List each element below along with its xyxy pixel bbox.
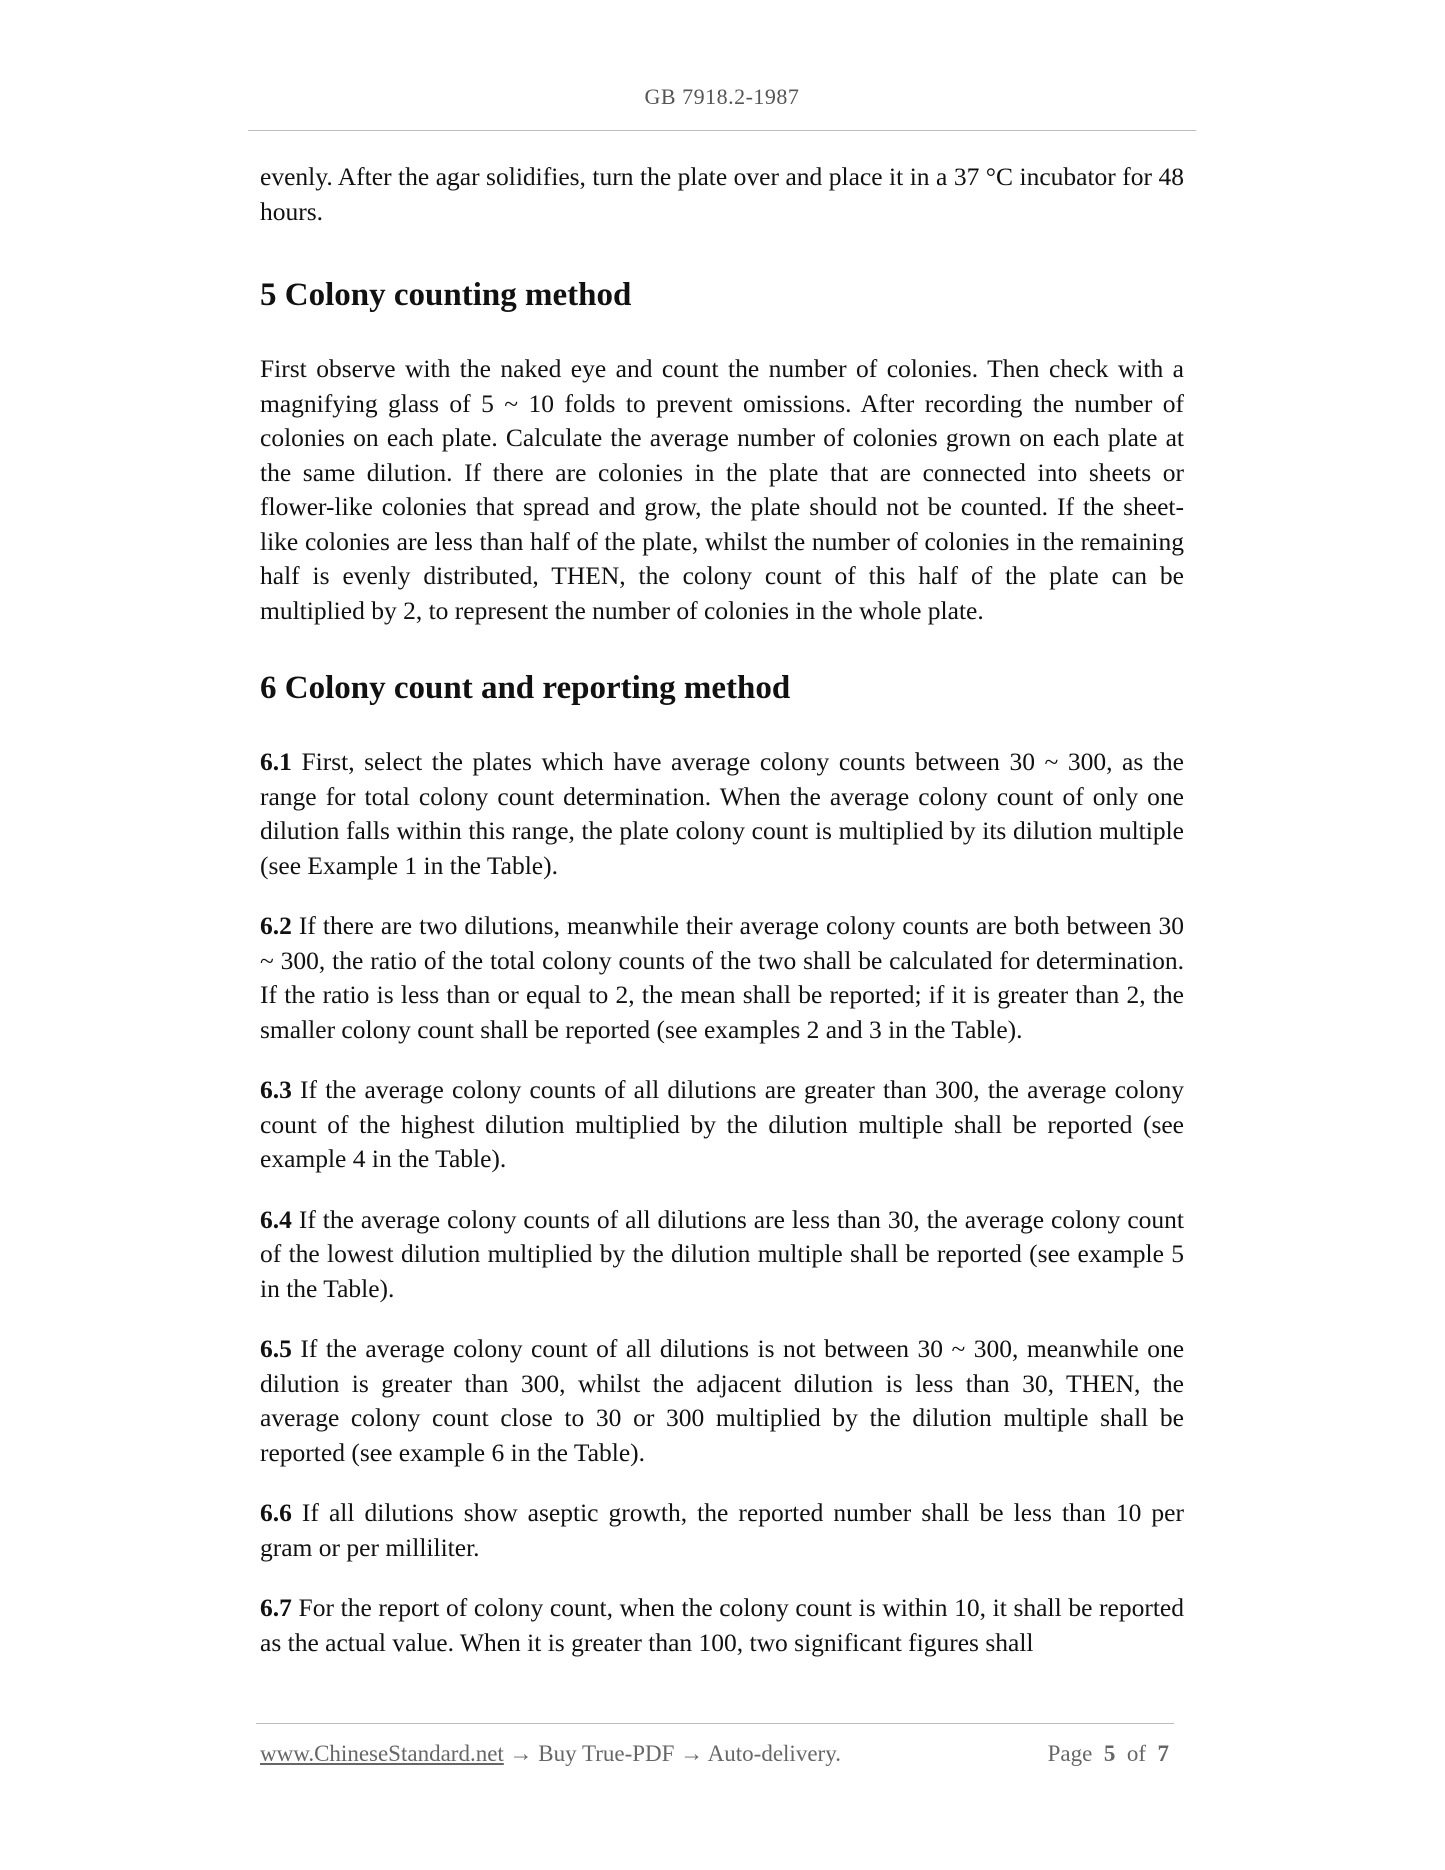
page-label: Page: [1047, 1741, 1093, 1766]
buy-pdf-text: Buy True-PDF: [538, 1741, 675, 1766]
clause-text: If all dilutions show aseptic growth, the reported number shall be less than 10 per gram or per milliliter.: [260, 1498, 1184, 1562]
clause-number: 6.7: [260, 1593, 292, 1622]
clause-6-6: [260, 1496, 1184, 1565]
clause-6-3: [260, 1073, 1184, 1177]
page-current: 5: [1103, 1741, 1116, 1766]
clause-text: If the average colony counts of all dilutions are greater than 300, the average colony count of the highest dilution multiplied by the dilution multiple shall be reported (see example 4 in the Table).: [260, 1075, 1184, 1173]
page-of-label: of: [1126, 1741, 1146, 1766]
page-content: [260, 160, 1184, 1660]
document-header-title: GB 7918.2-1987: [644, 84, 800, 109]
clause-6-2: [260, 909, 1184, 1047]
clause-text: If there are two dilutions, meanwhile their average colony counts are both between 30 ~ 300, the ratio of the total colony counts of the two shall be calculated for determination. If the ratio is less than or equal to 2, the mean shall be reported; if it is greater than 2, the smaller colony count shall be reported (see examples 2 and 3 in the Table).: [260, 911, 1184, 1044]
footer-divider: [256, 1723, 1174, 1724]
page-indicator: [1048, 1741, 1169, 1767]
arrow-right-icon: →: [509, 1741, 533, 1766]
clause-6-4: [260, 1203, 1184, 1307]
clause-text: If the average colony counts of all dilutions are less than 30, the average colony count of the lowest dilution multiplied by the dilution multiple shall be reported (see example 5 in the Table).: [260, 1204, 1185, 1303]
page-total: 7: [1157, 1741, 1169, 1766]
header-divider: [248, 130, 1196, 131]
section-5-paragraph: First observe with the naked eye and count the number of colonies. Then check with a magnifying glass of 5 ~ 10 folds to prevent omissions. After recording the number of colonies on each plate. Calculate the average number of colonies grown on each plate at the same dilution. If there are colonies in the plate that are connected into sheets or flower-like colonies that spread and grow, the plate should not be counted. If the sheet-like colonies are less than half of the plate, whilst the number of colonies in the remaining half is evenly distributed, THEN, the colony count of this half of the plate can be multiplied by 2, to represent the number of colonies in the whole plate.: [260, 354, 1184, 625]
clause-number: 6.6: [260, 1498, 292, 1527]
clause-number: 6.2: [260, 911, 292, 940]
intro-paragraph: evenly. After the agar solidifies, turn the plate over and place it in a 37 °C incubator for 48 hours.: [260, 162, 1184, 226]
clause-number: 6.3: [260, 1075, 292, 1104]
clause-text: First, select the plates which have average colony counts between 30 ~ 300, as the range for total colony count determination. When the average colony count of only one dilution falls within this range, the plate colony count is multiplied by its dilution multiple (see Example 1 in the Table).: [260, 747, 1184, 880]
arrow-right-icon: →: [680, 1741, 704, 1766]
clause-6-7: [260, 1591, 1184, 1660]
clause-number: 6.5: [260, 1334, 292, 1363]
footer-promo: [260, 1741, 841, 1767]
auto-delivery-text: Auto-delivery.: [707, 1741, 841, 1766]
clause-text: For the report of colony count, when the colony count is within 10, it shall be reported as the actual value. When it is greater than 100, two significant figures shall: [260, 1593, 1184, 1657]
section-6-heading: 6 Colony count and reporting method: [260, 670, 791, 706]
website-link[interactable]: www.ChineseStandard.net: [260, 1741, 504, 1766]
clause-6-1: [260, 745, 1184, 883]
clause-number: 6.4: [260, 1204, 292, 1234]
clause-number: 6.1: [260, 747, 292, 776]
section-5-heading: 5 Colony counting method: [260, 277, 632, 313]
clause-text: If the average colony count of all dilutions is not between 30 ~ 300, meanwhile one dilution is greater than 300, whilst the adjacent dilution is less than 30, THEN, the average colony count close to 30 or 300 multiplied by the dilution multiple shall be reported (see example 6 in the Table).: [260, 1334, 1185, 1467]
clause-6-5: [260, 1332, 1184, 1470]
